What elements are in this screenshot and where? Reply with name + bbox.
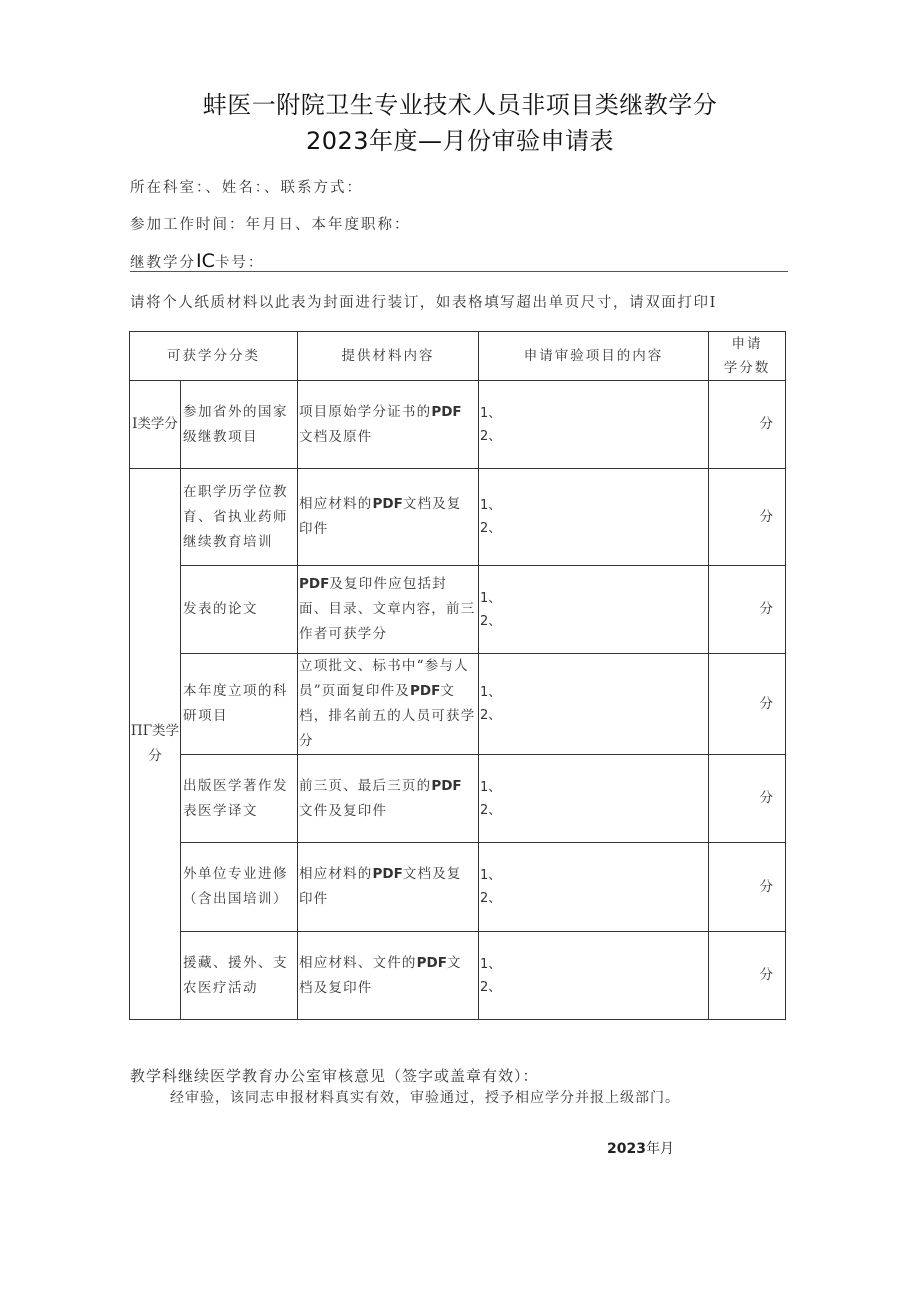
table-row [130,755,786,843]
subcategory-cell: 外单位专业进修（含出国培训） [181,843,298,932]
review-date-year: 2023 [607,1141,646,1157]
application-content-cell[interactable] [479,932,709,1020]
review-opinion-label: 教学科继续医学教育办公室审核意见（签字或盖章有效）： [130,1067,539,1085]
materials-text: 文件及复印件 [299,802,388,819]
application-content-cell[interactable] [479,566,709,654]
materials-text: 立项批文、标书中“参与人员”页面复印件及 [299,658,469,699]
materials-cell [298,566,479,654]
header-divider [130,271,788,272]
credits-cell[interactable]: 分 [709,566,786,654]
materials-cell [298,469,479,566]
application-item: 1、 [480,498,502,513]
credits-cell[interactable]: 分 [709,654,786,755]
subcategory-cell: 本年度立项的科研项目 [181,654,298,755]
table-header-row [130,332,786,381]
credits-cell[interactable]: 分 [709,381,786,469]
review-opinion-text: 经审验，该同志申报材料真实有效，审验通过，授予相应学分并报上级部门。 [170,1090,680,1106]
table-row [130,566,786,654]
materials-text: 文档及复印件 [299,496,462,537]
category-class-2: ΠΓ类学分 [130,469,181,1020]
header-credits-line1: 申请 [731,336,763,352]
header-credits-line2: 学分数 [723,360,771,376]
materials-format-label: PDF [431,403,462,420]
materials-cell [298,755,479,843]
application-item: 2、 [480,979,502,995]
ic-card-line [130,250,446,272]
materials-format-label: PDF [372,496,403,512]
application-item: 1、 [480,779,502,795]
application-item: 1、 [480,685,502,700]
application-content-cell[interactable] [479,843,709,932]
materials-cell [298,381,479,469]
materials-text: 相应材料的 [299,866,373,882]
ic-card-label: IC [196,250,215,272]
form-subtitle: 2023年度—月份审验申请表 [305,127,615,155]
work-start-title-line: 参加工作时间：年月日、本年度职称： [130,217,411,233]
ic-card-prefix: 继教学分 [130,255,196,271]
subcategory-cell: 在职学历学位教育、省执业药师继续教育培训 [181,469,298,566]
application-content-cell[interactable] [479,469,709,566]
application-item: 1、 [480,590,502,606]
materials-format-label: PDF [431,777,462,794]
application-item: 1、 [480,956,502,972]
application-item: 1、 [480,405,502,421]
review-date-suffix: 年月 [645,1141,674,1157]
department-name-contact-line: 所在科室：、姓名：、联系方式： [130,180,363,196]
subcategory-cell: 参加省外的国家级继教项目 [181,381,298,469]
subcategory-cell: 出版医学著作发表医学译文 [181,755,298,843]
application-item: 2、 [480,802,502,818]
application-content-cell[interactable] [479,654,709,755]
materials-text: 文档及原件 [299,428,373,445]
materials-cell [298,932,479,1020]
review-date [607,1138,674,1158]
category-class-1: Ⅰ类学分 [130,381,181,469]
ic-card-suffix: 卡号： [214,255,265,271]
application-item: 1、 [480,868,502,883]
materials-text: 及复印件应包括封面、目录、文章内容，前三作者可获学分 [299,576,476,642]
table-row [130,381,786,469]
table-row [130,654,786,755]
materials-text: 文档及复印件 [299,954,462,996]
application-item: 2、 [480,708,502,723]
application-item: 2、 [480,891,502,906]
credits-cell[interactable]: 分 [709,843,786,932]
credits-cell[interactable]: 分 [709,755,786,843]
header-category: 可获学分分类 [130,332,298,381]
binding-instruction: 请将个人纸质材料以此表为封面进行装订，如表格填写超出单页尺寸，请双面打印Ⅰ [130,295,717,311]
materials-text: 文档，排名前五的人员可获学分 [299,683,476,749]
materials-cell [298,843,479,932]
application-item: 2、 [480,521,502,536]
materials-text: 项目原始学分证书的 [299,403,432,420]
credits-cell[interactable]: 分 [709,469,786,566]
application-content-cell[interactable] [479,755,709,843]
subcategory-cell: 发表的论文 [181,566,298,654]
table-row [130,932,786,1020]
materials-text: 文档及复印件 [299,866,462,907]
materials-text: 前三页、最后三页的 [299,777,432,794]
materials-format-label: PDF [372,866,403,882]
materials-text: 相应材料的 [299,496,373,512]
subcategory-cell: 援藏、援外、支农医疗活动 [181,932,298,1020]
application-content-cell[interactable] [479,381,709,469]
materials-text: 相应材料、文件的 [299,954,417,971]
credit-application-table [129,331,786,1020]
materials-format-label: PDF [299,576,330,592]
materials-format-label: PDF [410,683,441,699]
credits-cell[interactable]: 分 [709,932,786,1020]
application-item: 2、 [480,428,502,444]
materials-format-label: PDF [416,954,447,971]
header-content: 申请审验项目的内容 [479,332,709,381]
header-credits [709,332,786,381]
form-title: 蚌医一附院卫生专业技术人员非项目类继教学分 [202,91,718,119]
table-row [130,469,786,566]
application-item: 2、 [480,613,502,629]
header-materials: 提供材料内容 [298,332,479,381]
ic-card-number-field[interactable] [268,253,446,272]
table-row [130,843,786,932]
materials-cell [298,654,479,755]
